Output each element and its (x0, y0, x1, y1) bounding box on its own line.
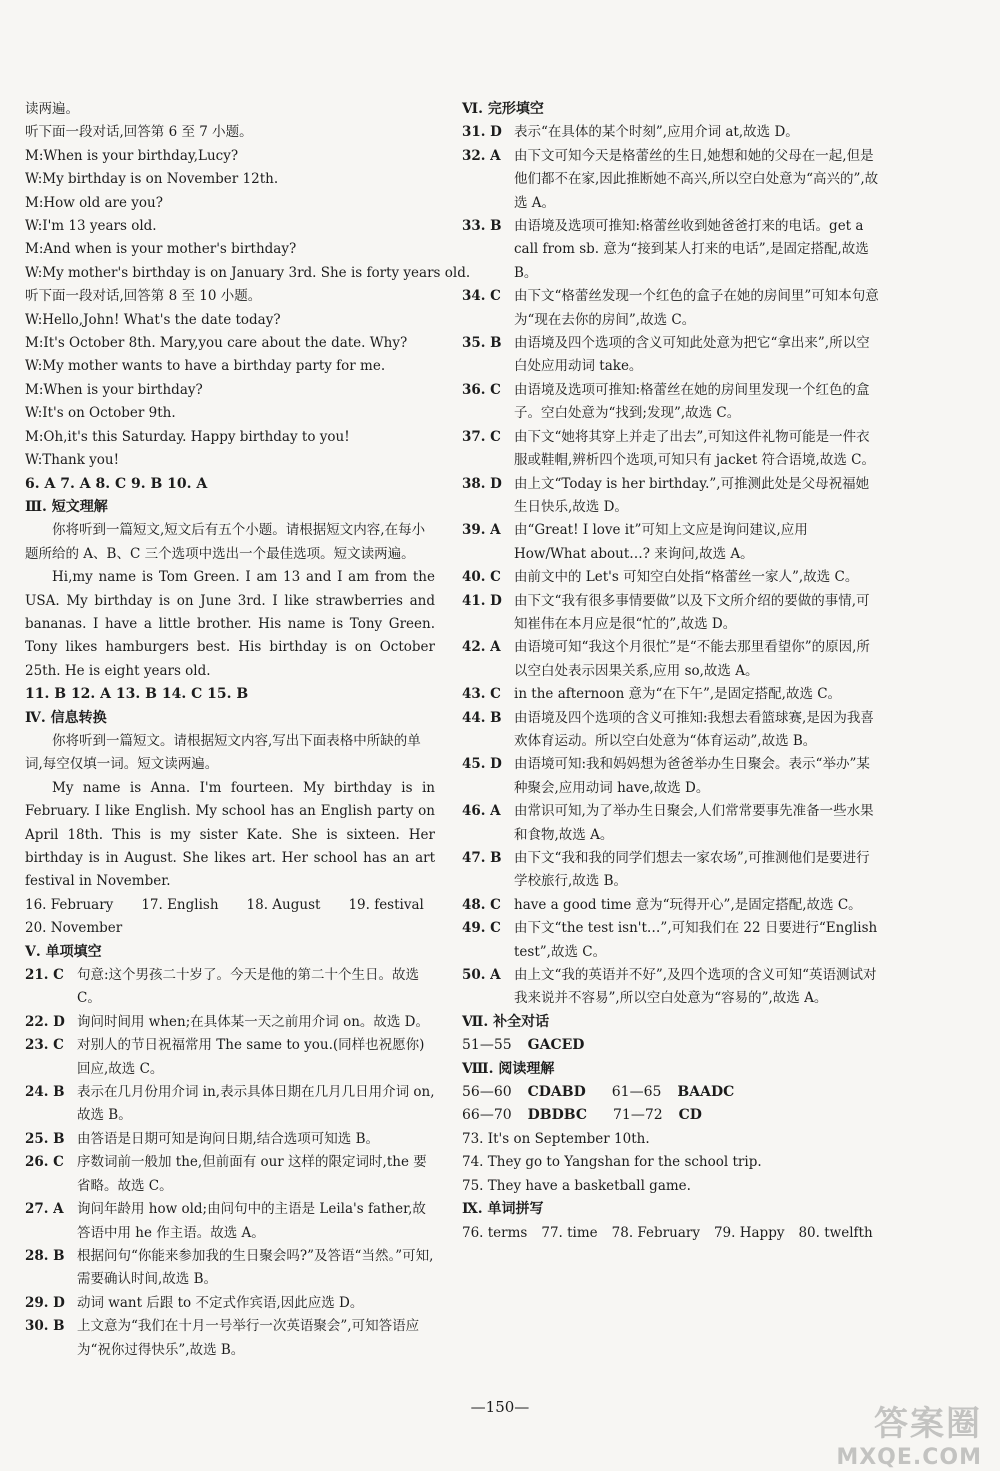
answer-explanation (462, 332, 882, 379)
answer-explanation (462, 800, 882, 847)
right-column (462, 98, 882, 1245)
answer-item: 18. August (246, 896, 321, 913)
question-answer: 42. A (462, 639, 501, 656)
question-answer: 45. D (462, 756, 502, 773)
answer-explanation (462, 917, 882, 964)
answer-explanation (25, 1292, 435, 1315)
word-spelling-answers (462, 1222, 882, 1245)
answer-explanation (25, 1011, 435, 1034)
explanation-text: 由上文“我的英语并不好”,及四个选项的含义可知“英语测试对我来说并不容易”,所以空白处意为“容易的”,故选 A。 (514, 967, 877, 1007)
explanation-text: 由上文“Today is her birthday.”,可推测此处是父母祝福她生日快乐,故选 D。 (514, 475, 870, 515)
question-answer: 27. A (25, 1201, 64, 1218)
dialog-line: M:And when is your mother's birthday? (25, 241, 297, 258)
question-answer: 29. D (25, 1294, 65, 1311)
answer-line: 11. B 12. A 13. B 14. C 15. B (25, 686, 249, 703)
answer-item: 78. February (611, 1224, 700, 1241)
explanation-text: 上文意为“我们在十月一号举行一次英语聚会”,可知答语应为“祝你过得快乐”,故选 B。 (77, 1318, 420, 1358)
question-answer: 48. C (462, 896, 501, 913)
dialog-line: M:When is your birthday,Lucy? (25, 147, 239, 164)
explanation-text: 由常识可知,为了举办生日聚会,人们常常要事先准备一些水果和食物,故选 A。 (514, 803, 874, 843)
answer-explanation (462, 519, 882, 566)
explanation-text: 根据问句“你能来参加我的生日聚会吗?”及答语“当然。”可知,需要确认时间,故选 B。 (77, 1247, 434, 1288)
section-instructions: 你将听到一篇短文。请根据短文内容,写出下面表格中所缺的单词,每空仅填一词。短文读两遍。 (25, 732, 421, 773)
explanation-text: in the afternoon 意为“在下午”,是固定搭配,故选 C。 (514, 686, 842, 703)
explanation-text: 由下文可知今天是格蕾丝的生日,她想和她的父母在一起,但是他们都不在家,因此推断她不高兴,所以空白处意为“高兴的”,故选 A。 (514, 147, 879, 211)
answer-item: 19. festival (348, 896, 424, 913)
explanation-text: 询问年龄用 how old;由问句中的主语是 Leila's father,故答语中用 he 作主语。故选 A。 (77, 1201, 426, 1241)
answer-explanation (462, 215, 882, 285)
answer-explanation (25, 964, 435, 1011)
question-answer: 49. C (462, 920, 501, 937)
explanation-text: 由语境可知:我和妈妈想为爸爸举办生日聚会。表示“举办”某种聚会,应用动词 have,故选 D。 (514, 756, 870, 796)
explanation-text: 由前文中的 Let's 可知空白处指“格蕾丝一家人”,故选 C。 (514, 569, 859, 586)
question-answer: 28. B (25, 1247, 65, 1264)
explanation-text: 由下文“the test isn't…”,可知我们在 22 日要进行“English test”,故选 C。 (514, 920, 878, 960)
question-answer: 26. C (25, 1154, 64, 1171)
intro-tail: 读两遍。 (25, 101, 79, 117)
answer-letters: DBDBC (527, 1107, 587, 1124)
section-title: Ⅶ. 补全对话 (462, 1013, 550, 1030)
explanation-text: 由下文“我和我的同学们想去一家农场”,可推测他们是要进行学校旅行,故选 B。 (514, 850, 870, 890)
answer-range: 56—60 (462, 1084, 512, 1101)
explained-answers (462, 121, 882, 1010)
section-title: Ⅵ. 完形填空 (462, 101, 544, 117)
question-answer: 39. A (462, 522, 501, 539)
section-title: Ⅸ. 单词拼写 (462, 1201, 544, 1218)
answer-explanation (25, 1081, 435, 1128)
answer-item: 16. February (25, 896, 114, 913)
explanation-text: have a good time 意为“玩得开心”,是固定搭配,故选 C。 (514, 896, 862, 913)
answer-explanation (462, 707, 882, 754)
answer-range: 71—72 (613, 1107, 663, 1124)
answer-range: 66—70 (462, 1107, 512, 1124)
answer-explanation (462, 590, 882, 637)
answer-explanation (462, 683, 882, 706)
question-answer: 23. C (25, 1037, 64, 1054)
answer-explanation (462, 473, 882, 520)
question-answer: 33. B (462, 218, 502, 235)
question-answer: 41. D (462, 592, 502, 609)
dialog-line: M:How old are you? (25, 194, 163, 211)
explanation-text: 由“Great! I love it”可知上文应是询问建议,应用 How/What about…? 来询问,故选 A。 (514, 522, 808, 562)
answer-line (462, 1081, 882, 1104)
answer-explanation (462, 426, 882, 473)
dialog-line: M:Oh,it's this Saturday. Happy birthday to you! (25, 428, 350, 445)
answer-sentence: 75. They have a basketball game. (462, 1177, 691, 1194)
answer-item: 20. November (25, 920, 123, 937)
dialog-line: W:I'm 13 years old. (25, 218, 157, 235)
answer-letters: CDABD (527, 1084, 586, 1101)
answer-explanation (25, 1151, 435, 1198)
section-title: Ⅴ. 单项填空 (25, 943, 102, 960)
page-number: —150— (470, 1398, 530, 1416)
answer-explanation (25, 1034, 435, 1081)
question-answer: 32. A (462, 147, 501, 164)
answer-explanation (462, 145, 882, 215)
explanation-text: 序数词前一般加 the,但前面有 our 这样的限定词时,the 要省略。故选 C。 (77, 1154, 427, 1194)
answer-range: 61—65 (611, 1084, 662, 1101)
answer-explanation (462, 379, 882, 426)
question-answer: 44. B (462, 709, 502, 726)
explanation-text: 表示“在具体的某个时刻”,应用介词 at,故选 D。 (514, 124, 799, 141)
answer-letters: BAADC (677, 1084, 735, 1101)
answer-item: 17. English (141, 896, 219, 913)
dialog-line: W:My mother's birthday is on January 3rd. She is forty years old. (25, 264, 471, 281)
answer-range: 51—55 (462, 1037, 512, 1054)
answer-explanation (462, 285, 882, 332)
answer-explanation (462, 847, 882, 894)
answer-explanation (462, 121, 882, 144)
dialog-line: M:It's October 8th. Mary,you care about the date. Why? (25, 335, 408, 352)
dialog-line: W:Thank you! (25, 452, 120, 469)
listening-passage: Hi,my name is Tom Green. I am 13 and I am from the USA. My birthday is on June 3rd. I like strawberries and bananas. I have a little brother. His name is Tony Green. Tony likes hamburgers best. His birthday is on October 25th. He is eight years old. (25, 569, 435, 679)
question-answer: 38. D (462, 475, 502, 492)
answer-row (25, 894, 435, 917)
answer-line (462, 1034, 882, 1057)
section-title: Ⅳ. 信息转换 (25, 709, 107, 726)
explained-answers (25, 964, 435, 1362)
question-answer: 36. C (462, 381, 501, 398)
question-answer: 40. C (462, 569, 501, 586)
answer-explanation (462, 753, 882, 800)
dialog-line: W:My mother wants to have a birthday party for me. (25, 358, 386, 375)
answer-item: 77. time (541, 1224, 598, 1241)
question-answer: 34. C (462, 288, 501, 305)
dialog-line: W:It's on October 9th. (25, 405, 176, 422)
answer-explanation (25, 1128, 435, 1151)
explanation-text: 由语境可知“我这个月很忙”是“不能去那里看望你”的原因,所以空白处表示因果关系,应用 so,故选 A。 (514, 639, 870, 679)
answer-explanation (462, 964, 882, 1011)
answer-item: 79. Happy (713, 1224, 785, 1241)
question-answer: 46. A (462, 803, 501, 820)
explanation-text: 句意:这个男孩二十岁了。今天是他的第二十个生日。故选 C。 (77, 967, 420, 1007)
question-answer: 31. D (462, 124, 502, 141)
question-answer: 30. B (25, 1318, 65, 1335)
answer-sentence: 73. It's on September 10th. (462, 1130, 650, 1147)
explanation-text: 由下文“我有很多事情要做”以及下文所介绍的要做的事情,可知崔伟在本月应是很“忙的”,故选 D。 (514, 592, 870, 632)
explanation-text: 由下文“她将其穿上并走了出去”,可知这件礼物可能是一件衣服或鞋帽,辨析四个选项,可知只有 jacket 符合语境,故选 C。 (514, 428, 875, 469)
answer-explanation (462, 636, 882, 683)
answer-explanation (462, 894, 882, 917)
question-answer: 21. C (25, 967, 64, 984)
answer-explanation (25, 1198, 435, 1245)
explanation-text: 由语境及四个选项的含义可推知:我想去看篮球赛,是因为我喜欢体育运动。所以空白处意为“体育运动”,故选 B。 (514, 709, 874, 749)
dialog-line: W:Hello,John! What's the date today? (25, 311, 281, 328)
explanation-text: 由下文“格蕾丝发现一个红色的盒子在她的房间里”可知本句意为“现在去你的房间”,故选 C。 (514, 288, 879, 328)
explanation-text: 由语境及选项可推知:格蕾丝收到她爸爸打来的电话。get a call from sb. 意为“接到某人打来的电话”,是固定搭配,故选 B。 (514, 218, 869, 281)
answer-sentence: 74. They go to Yangshan for the school trip. (462, 1154, 762, 1171)
answer-letters: GACED (527, 1037, 585, 1054)
listening-passage: My name is Anna. I'm fourteen. My birthday is in February. I like English. My school has an English party on April 18th. This is my sister Kate. She is sixteen. Her birthday is in August. She likes art. Her school has an art festival in November. (25, 779, 435, 890)
section-instructions: 你将听到一篇短文,短文后有五个小题。请根据短文内容,在每小题所给的 A、B、C 三个选项中选出一个最佳选项。短文读两遍。 (25, 522, 426, 562)
watermark-logo (836, 1396, 982, 1470)
dialog-intro: 听下面一段对话,回答第 8 至 10 小题。 (25, 288, 262, 305)
question-answer: 35. B (462, 335, 502, 352)
dialog-lines (25, 145, 471, 285)
explanation-text: 由语境及四个选项的含义可知此处意为把它“拿出来”,所以空白处应用动词 take。 (514, 335, 870, 375)
section-title: Ⅷ. 阅读理解 (462, 1060, 555, 1077)
explanation-text: 表示在几月份用介词 in,表示具体日期在几月几日用介词 on,故选 B。 (77, 1084, 435, 1124)
answer-item: 76. terms (462, 1224, 528, 1241)
question-answer: 25. B (25, 1130, 65, 1147)
dialog-intro: 听下面一段对话,回答第 6 至 7 小题。 (25, 124, 253, 141)
question-answer: 43. C (462, 686, 501, 703)
watermark-text: 答案圈 (874, 1404, 982, 1444)
dialog-lines (25, 309, 435, 473)
question-answer: 22. D (25, 1013, 65, 1030)
answer-explanation (25, 1315, 435, 1362)
answer-item: 80. twelfth (798, 1224, 873, 1241)
explanation-text: 对别人的节日祝福常用 The same to you.(同样也祝愿你)回应,故选 C。 (77, 1037, 425, 1077)
question-answer: 24. B (25, 1084, 65, 1101)
question-answer: 37. C (462, 428, 501, 445)
answer-line: 6. A 7. A 8. C 9. B 10. A (25, 475, 208, 492)
question-answer: 47. B (462, 850, 502, 866)
explanation-text: 动词 want 后跟 to 不定式作宾语,因此应选 D。 (77, 1294, 364, 1311)
answer-line (462, 1104, 882, 1127)
question-answer: 50. A (462, 967, 501, 984)
left-column (25, 98, 471, 1362)
explanation-text: 由语境及选项可推知:格蕾丝在她的房间里发现一个红色的盒子。空白处意为“找到;发现”,故选 C。 (514, 381, 870, 422)
dialog-line: W:My birthday is on November 12th. (25, 171, 279, 188)
answer-explanation (462, 566, 882, 589)
dialog-line: M:When is your birthday? (25, 381, 203, 398)
answer-explanation (25, 1245, 435, 1292)
explanation-text: 由答语是日期可知是询问日期,结合选项可知选 B。 (77, 1130, 380, 1147)
watermark-url: MXQE.COM (836, 1445, 982, 1470)
answer-letters: CD (678, 1107, 702, 1124)
section-title: Ⅲ. 短文理解 (25, 498, 108, 515)
explanation-text: 询问时间用 when;在具体某一天之前用介词 on。故选 D。 (77, 1013, 430, 1030)
